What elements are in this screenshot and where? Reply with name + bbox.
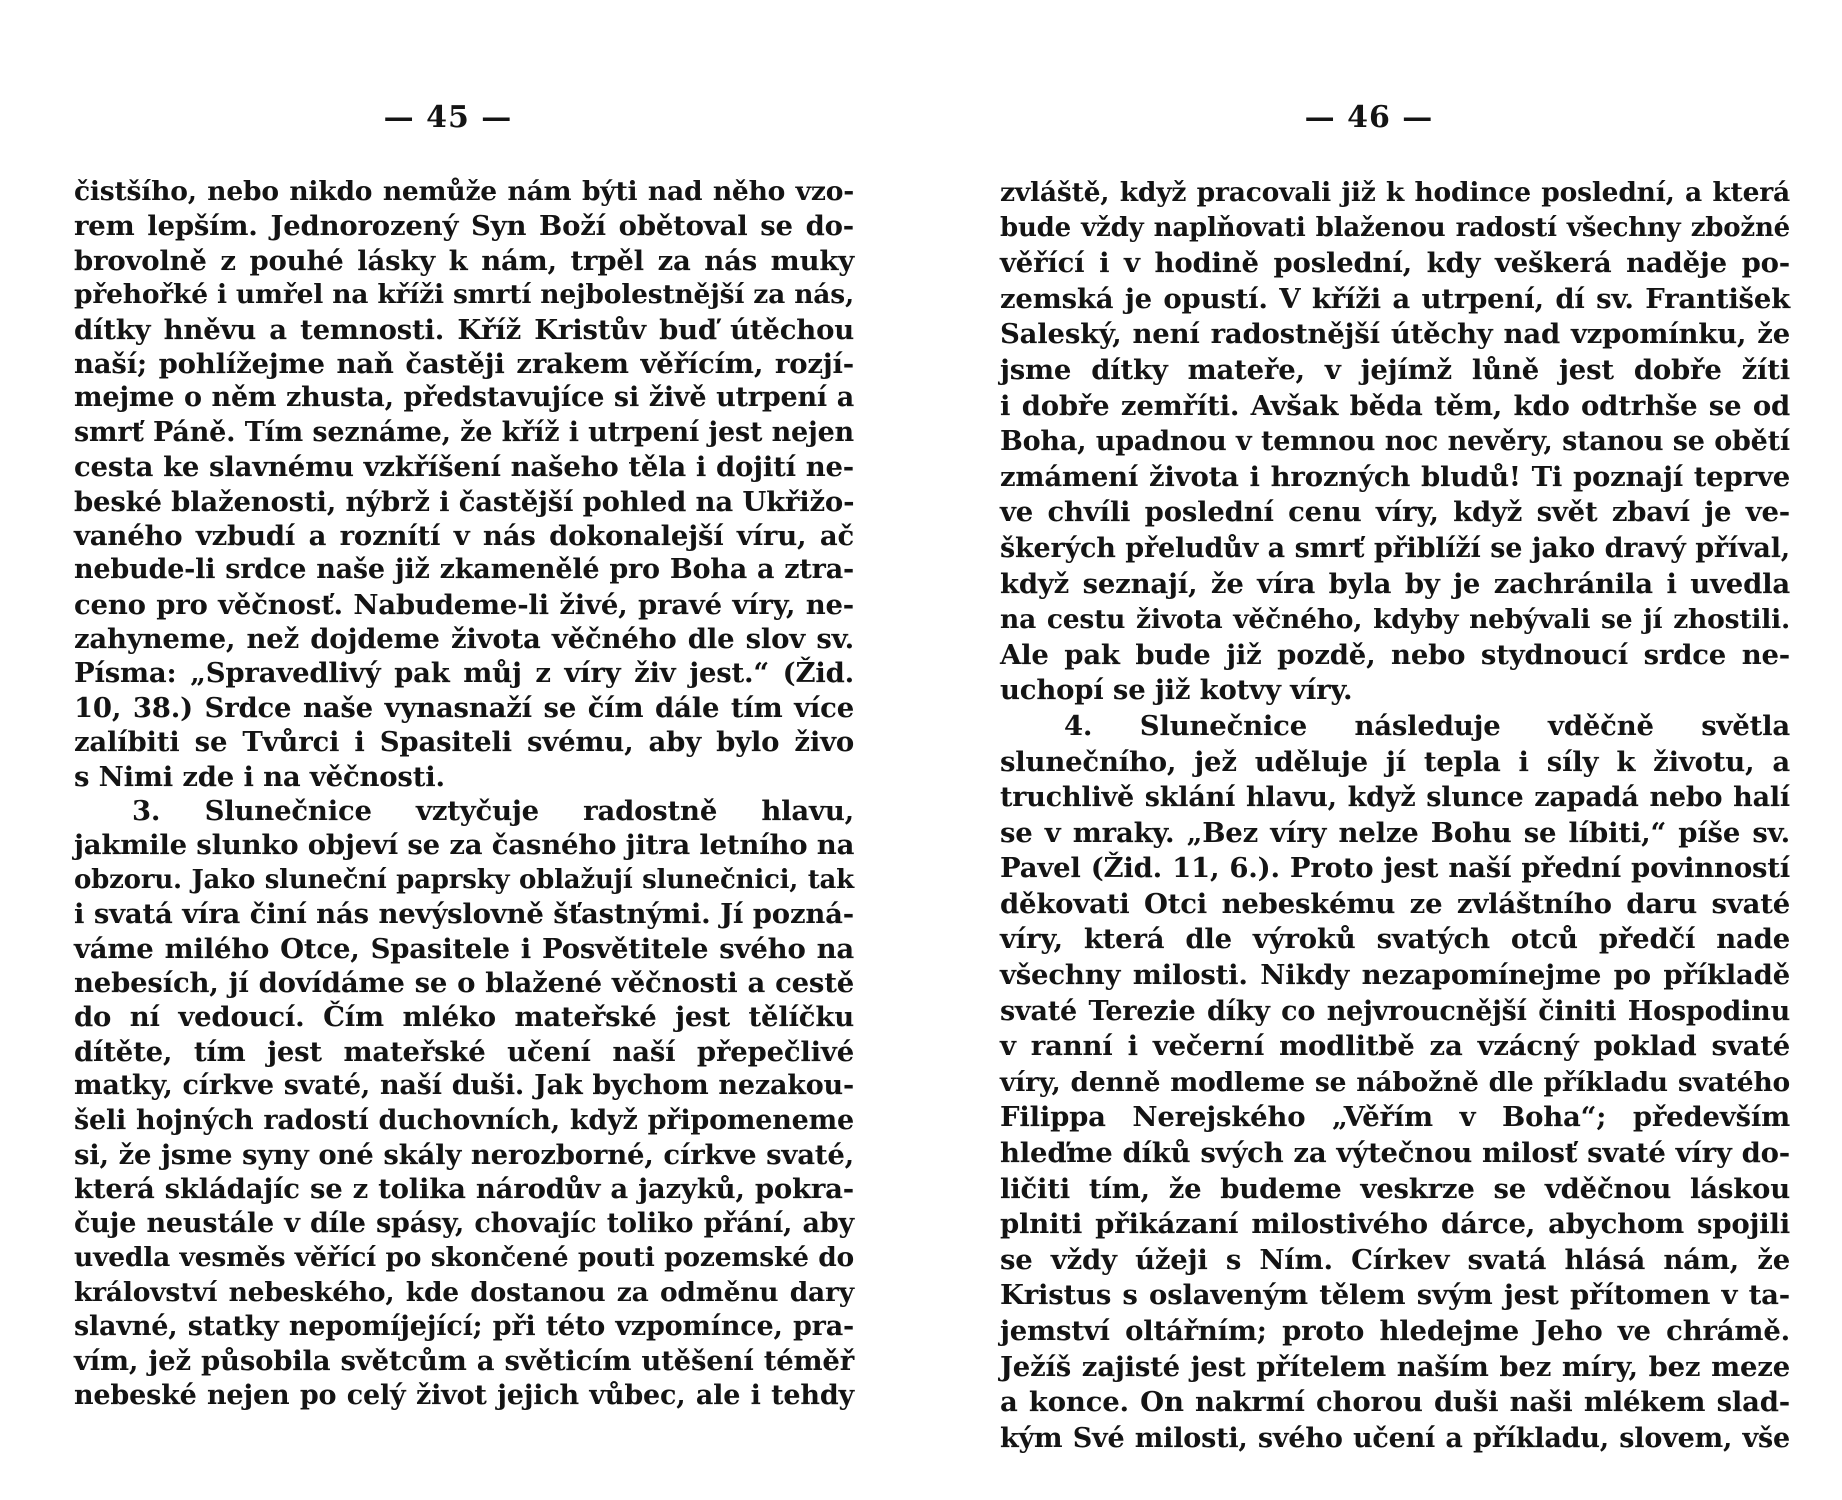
text-line: 3. Slunečnice vztyčuje radostně hlavu, — [132, 795, 854, 828]
page-number: — 46 — — [1304, 100, 1434, 135]
text-line: vím, jež působila světcům a světicím utěšení téměř — [74, 1345, 854, 1378]
text-line: nebude-li srdce naše již zkamenělé pro Boha a ztra- — [74, 554, 854, 586]
text-line: Ale pak bude již pozdě, nebo stydnoucí srdce ne- — [1000, 638, 1790, 671]
left-page — [74, 0, 854, 1500]
text-line: mejme o něm zhusta, představujíce si živě utrpení a — [74, 382, 854, 414]
text-line: která skládajíc se z tolika národův a jazyků, pokra- — [74, 1173, 854, 1206]
text-line: zahyneme, než dojdeme života věčného dle slov sv. — [74, 623, 854, 656]
text-line: 4. Slunečnice následuje vděčně světla — [1064, 709, 1790, 742]
text-line: Saleský, není radostnější útěchy nad vzpomínku, že — [1000, 318, 1790, 351]
text-line: i svatá víra činí nás nevýslovně šťastnými. Jí pozná- — [74, 898, 854, 931]
text-line: 10, 38.) Srdce naše vynasnaží se čím dále tím více — [74, 691, 854, 724]
text-line: hleďme díků svých za výtečnou milosť svaté víry do- — [1000, 1137, 1790, 1170]
text-line: Boha, upadnou v temnou noc nevěry, stanou se obětí — [1000, 426, 1790, 458]
text-line: svaté Terezie díky co nejvroucnější činiti Hospodinu — [1000, 995, 1790, 1027]
text-line: v ranní i večerní modlitbě za vzácný poklad svaté — [1000, 1030, 1790, 1063]
text-line: zemská je opustí. V kříži a utrpení, dí sv. František — [1000, 282, 1790, 315]
text-line: obzoru. Jako sluneční paprsky oblažují slunečnici, tak — [74, 864, 854, 895]
text-line: se v mraky. „Bez víry nelze Bohu se líbiti,“ píše sv. — [1000, 816, 1790, 849]
text-line: Filippa Nerejského „Věřím v Boha“; především — [1000, 1101, 1790, 1134]
text-line: šeli hojných radostí duchovních, když připomeneme — [74, 1104, 854, 1136]
right-page — [1000, 0, 1790, 1500]
text-line: brovolně z pouhé lásky k nám, trpěl za nás muky — [74, 244, 854, 277]
text-line: si, že jsme syny oné skály nerozborné, církve svaté, — [74, 1138, 854, 1171]
body-text — [74, 175, 854, 1413]
text-line: plniti přikázaní milostivého dárce, abychom spojili — [1000, 1208, 1790, 1241]
text-line: dítky hněvu a temnosti. Kříž Kristův buď útěchou — [74, 313, 854, 346]
text-line: matky, církve svaté, naší duši. Jak bychom nezakou- — [74, 1070, 854, 1102]
text-line: čuje neustále v díle spásy, chovajíc toliko přání, aby — [74, 1207, 854, 1239]
text-line: když seznají, že víra byla by je zachránila i uvedla — [1000, 567, 1790, 600]
text-line: nebeské nejen po celý život jejich vůbec, ale i tehdy — [74, 1379, 854, 1411]
text-line: bude vždy naplňovati blaženou radostí všechny zbožné — [1000, 212, 1790, 243]
text-line: Ježíš zajisté jest přítelem naším bez míry, bez meze — [1000, 1350, 1790, 1383]
text-line: Písma: „Spravedlivý pak můj z víry živ jest.“ (Žid. — [74, 657, 854, 690]
text-line: kým Své milosti, svého učení a příkladu, slovem, vše — [1000, 1422, 1790, 1454]
text-line: slavné, statky nepomíjející; při této vzpomínce, pra- — [74, 1310, 854, 1342]
text-line: věřící i v hodině poslední, kdy veškerá naděje po- — [1000, 247, 1790, 280]
text-line: truchlivě sklání hlavu, když slunce zapadá nebo halí — [1000, 782, 1790, 814]
text-line: ceno pro věčnosť. Nabudeme-li živé, pravé víry, ne- — [74, 588, 854, 621]
text-line: zvláště, když pracovali již k hodince poslední, a která — [1000, 177, 1790, 208]
text-line: a konce. On nakrmí chorou duši naši mlékem slad- — [1000, 1386, 1790, 1419]
text-line: i dobře zemříti. Avšak běda těm, kdo odtrhše se od — [1000, 389, 1790, 422]
text-line: nebesích, jí dovídáme se o blažené věčnosti a cestě — [74, 966, 854, 999]
text-line: království nebeského, kde dostanou za odměnu dary — [74, 1276, 854, 1308]
text-line: smrť Páně. Tím seznáme, že kříž i utrpení jest nejen — [74, 416, 854, 448]
text-line: rem lepším. Jednorozený Syn Boží obětoval se do- — [74, 210, 854, 243]
text-line: všechny milosti. Nikdy nezapomínejme po příkladě — [1000, 959, 1790, 992]
text-line: zmámení života i hrozných bludů! Ti poznají teprve — [1000, 460, 1790, 493]
text-line: Pavel (Žid. 11, 6.). Proto jest naší přední povinností — [1000, 852, 1790, 885]
text-line: cesta ke slavnému vzkříšení našeho těla i dojití ne- — [74, 451, 854, 484]
text-line: škerých přeludův a smrť přiblíží se jako dravý příval, — [1000, 532, 1790, 564]
text-line: jakmile slunko objeví se za časného jitra letního na — [74, 829, 855, 862]
text-line: do ní vedoucí. Čím mléko mateřské jest tělíčku — [74, 1001, 854, 1034]
text-line: slunečního, jež uděluje jí tepla i síly k životu, a — [1000, 745, 1790, 778]
text-line: přehořké i umřel na kříži smrtí nejbolestnější za nás, — [74, 279, 854, 311]
text-line: uvedla vesměs věřící po skončené pouti pozemské do — [74, 1242, 854, 1274]
text-line: děkovati Otci nebeskému ze zvláštního daru svaté — [1000, 887, 1790, 920]
body-text — [1000, 175, 1790, 1456]
text-line: beské blaženosti, nýbrž i častější pohled na Ukřižo- — [74, 485, 855, 518]
text-line: čistšího, nebo nikdo nemůže nám býti nad něho vzo- — [74, 176, 854, 207]
text-line: jsme dítky mateře, v jejímž lůně jest dobře žíti — [1000, 353, 1790, 386]
text-line: váme milého Otce, Spasitele i Posvětitele svého na — [74, 932, 854, 965]
text-line: ličiti tím, že budeme veskrze se vděčnou láskou — [1000, 1172, 1790, 1205]
text-line: víry, která dle výroků svatých otců předčí nade — [1000, 923, 1790, 956]
text-line: s Nimi zde i na věčnosti. — [74, 760, 445, 793]
text-line: na cestu života věčného, kdyby nebývali se jí zhostili. — [1000, 604, 1790, 636]
text-line: zalíbiti se Tvůrci i Spasiteli svému, aby bylo živo — [74, 726, 854, 759]
text-line: víry, denně modleme se nábožně dle příkladu svatého — [1000, 1066, 1790, 1098]
text-line: jemství oltářním; proto hledejme Jeho ve chrámě. — [1000, 1315, 1790, 1347]
text-line: ve chvíli poslední cenu víry, když svět zbaví je ve- — [1000, 496, 1790, 529]
text-line: dítěte, tím jest mateřské učení naší přepečlivé — [74, 1035, 854, 1068]
text-line: uchopí se již kotvy víry. — [1000, 674, 1353, 707]
text-line: vaného vzbudí a roznítí v nás dokonalejší víru, ač — [74, 519, 854, 552]
page-number: — 45 — — [383, 100, 513, 135]
text-line: se vždy úžeji s Ním. Církev svatá hlásá nám, že — [1000, 1243, 1790, 1276]
text-line: naší; pohlížejme naň častěji zrakem věřícím, rozjí- — [74, 347, 854, 380]
text-line: Kristus s oslaveným tělem svým jest přítomen v ta- — [1000, 1279, 1790, 1312]
